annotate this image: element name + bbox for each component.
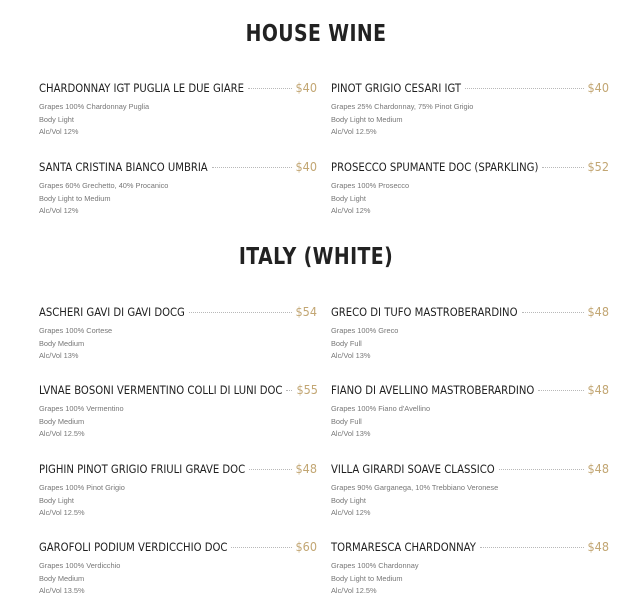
wine-grapes: Grapes 100% Verdicchio xyxy=(39,561,121,570)
menu-item xyxy=(39,461,317,520)
wine-name: CHARDONNAY IGT PUGLIA LE DUE GIARE xyxy=(39,82,244,95)
dot-leader xyxy=(499,469,584,470)
dot-leader xyxy=(480,547,584,548)
dot-leader xyxy=(465,88,584,89)
wine-name: GAROFOLI PODIUM VERDICCHIO DOC xyxy=(39,541,228,554)
wine-body: Body Light to Medium xyxy=(331,114,403,124)
wine-name: FIANO DI AVELLINO MASTROBERARDINO xyxy=(331,384,535,397)
wine-body: Body Light to Medium xyxy=(331,573,403,583)
wine-alc: Alc/Vol 13% xyxy=(39,351,79,360)
wine-price: $48 xyxy=(587,382,609,397)
dot-leader xyxy=(538,390,583,391)
wine-body: Body Light xyxy=(331,495,366,505)
wine-body: Body Light xyxy=(331,193,366,203)
wine-body: Body Light xyxy=(39,114,74,124)
wine-alc: Alc/Vol 12.5% xyxy=(39,429,85,438)
wine-price: $48 xyxy=(587,539,609,554)
wine-body: Body Full xyxy=(331,338,362,348)
menu-item xyxy=(39,159,317,218)
wine-name: ASCHERI GAVI DI GAVI DOCG xyxy=(39,306,185,319)
wine-grapes: Grapes 25% Chardonnay, 75% Pinot Grigio xyxy=(331,102,474,111)
wine-alc: Alc/Vol 12% xyxy=(331,508,371,517)
dot-leader xyxy=(248,88,292,89)
section-title-italy-white: ITALY (WHITE) xyxy=(238,244,394,270)
wine-body: Body Full xyxy=(331,416,362,426)
dot-leader xyxy=(212,167,292,168)
wine-grapes: Grapes 90% Garganega, 10% Trebbiano Veronese xyxy=(331,483,499,492)
wine-body: Body Light xyxy=(39,495,74,505)
wine-name: SANTA CRISTINA BIANCO UMBRIA xyxy=(39,161,208,174)
menu-item xyxy=(331,539,609,598)
wine-grapes: Grapes 100% Cortese xyxy=(39,326,113,335)
section-title-house-wine: HOUSE WINE xyxy=(245,21,387,47)
wine-price: $40 xyxy=(295,159,317,174)
wine-body: Body Medium xyxy=(39,338,85,348)
menu-item xyxy=(331,80,609,139)
wine-body: Body Light to Medium xyxy=(39,193,111,203)
wine-alc: Alc/Vol 13% xyxy=(331,429,371,438)
wine-name: PIGHIN PINOT GRIGIO FRIULI GRAVE DOC xyxy=(39,463,246,476)
wine-price: $55 xyxy=(296,382,318,397)
wine-grapes: Grapes 100% Chardonnay xyxy=(331,561,419,570)
wine-body: Body Medium xyxy=(39,573,85,583)
menu-item xyxy=(331,304,609,363)
wine-name: LVNAE BOSONI VERMENTINO COLLI DI LUNI DOC xyxy=(39,384,283,397)
menu-item xyxy=(39,539,317,598)
wine-grapes: Grapes 100% Greco xyxy=(331,326,399,335)
wine-alc: Alc/Vol 12% xyxy=(39,127,79,136)
menu-item xyxy=(39,80,317,139)
wine-alc: Alc/Vol 12% xyxy=(39,206,79,215)
wine-price: $52 xyxy=(587,159,609,174)
dot-leader xyxy=(249,469,291,470)
menu-item xyxy=(331,159,609,218)
menu-item xyxy=(331,461,609,520)
wine-alc: Alc/Vol 12.5% xyxy=(331,127,377,136)
wine-alc: Alc/Vol 12.5% xyxy=(331,586,377,595)
wine-grapes: Grapes 100% Vermentino xyxy=(39,404,124,413)
wine-grapes: Grapes 100% Pinot Grigio xyxy=(39,483,125,492)
wine-price: $48 xyxy=(587,304,609,319)
wine-grapes: Grapes 60% Grechetto, 40% Procanico xyxy=(39,181,169,190)
wine-price: $48 xyxy=(587,461,609,476)
wine-alc: Alc/Vol 13% xyxy=(331,351,371,360)
wine-body: Body Medium xyxy=(39,416,85,426)
dot-leader xyxy=(522,312,584,313)
wine-name: VILLA GIRARDI SOAVE CLASSICO xyxy=(331,463,495,476)
wine-price: $40 xyxy=(587,80,609,95)
wine-grapes: Grapes 100% Fiano d'Avellino xyxy=(331,404,431,413)
menu-item xyxy=(39,382,317,441)
wine-price: $60 xyxy=(295,539,317,554)
wine-price: $48 xyxy=(295,461,317,476)
wine-name: GRECO DI TUFO MASTROBERARDINO xyxy=(331,306,518,319)
wine-grapes: Grapes 100% Chardonnay Puglia xyxy=(39,102,150,111)
wine-alc: Alc/Vol 13.5% xyxy=(39,586,85,595)
wine-grapes: Grapes 100% Prosecco xyxy=(331,181,410,190)
dot-leader xyxy=(189,312,292,313)
wine-alc: Alc/Vol 12% xyxy=(331,206,371,215)
wine-name: PINOT GRIGIO CESARI IGT xyxy=(331,82,462,95)
wine-price: $54 xyxy=(295,304,317,319)
dot-leader xyxy=(231,547,291,548)
menu-item xyxy=(39,304,317,363)
wine-name: PROSECCO SPUMANTE DOC (SPARKLING) xyxy=(331,161,539,174)
dot-leader xyxy=(286,390,292,391)
wine-price: $40 xyxy=(295,80,317,95)
wine-alc: Alc/Vol 12.5% xyxy=(39,508,85,517)
dot-leader xyxy=(542,167,583,168)
menu-item xyxy=(331,382,609,441)
wine-name: TORMARESCA CHARDONNAY xyxy=(331,541,476,554)
